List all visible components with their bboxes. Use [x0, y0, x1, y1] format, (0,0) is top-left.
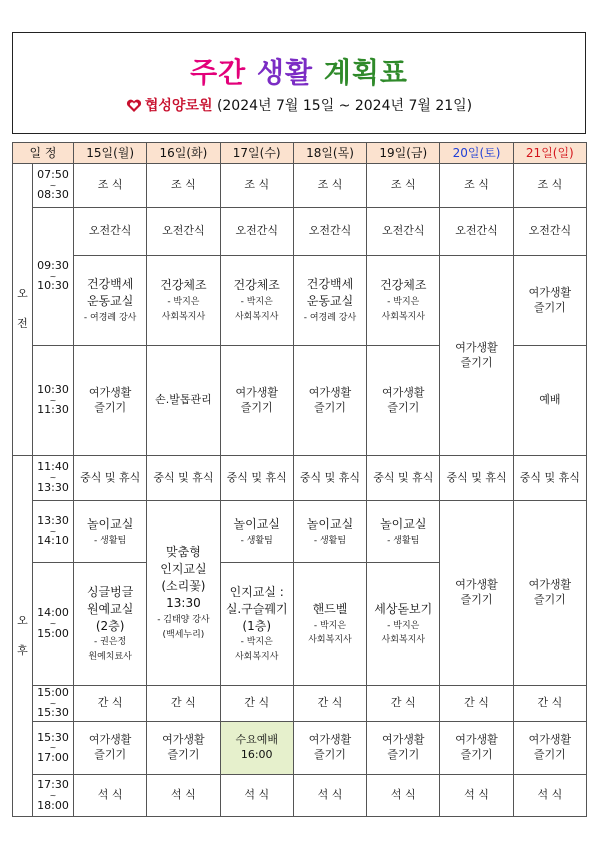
time-cell: 11:40 ~ 13:30 — [33, 456, 74, 501]
cell-am-snack: 오전간식 — [147, 208, 220, 256]
cell-program: 건강체조 - 박지은 사회복지사 — [220, 256, 293, 346]
cell-play-class: 놀이교실 - 생활팀 — [367, 501, 440, 563]
page-title: 주간 생활 계획표 — [190, 56, 408, 89]
cell-pm-snack: 간 식 — [220, 686, 293, 722]
day-fri: 19일(금) — [367, 143, 440, 164]
cell-leisure: 여가생활 즐기기 — [74, 346, 147, 456]
cell-pm-snack: 간 식 — [367, 686, 440, 722]
org-name: 협성양로원 — [144, 98, 213, 114]
cell-leisure: 여가생활 즐기기 — [513, 256, 586, 346]
time-cell: 13:30 ~ 14:10 — [33, 501, 74, 563]
time-cell: 17:30 ~ 18:00 — [33, 775, 74, 817]
period-am: 오 전 — [13, 164, 33, 456]
cell-leisure: 여가생활 즐기기 — [513, 501, 586, 686]
day-mon: 15일(월) — [74, 143, 147, 164]
cell-play-class: 놀이교실 - 생활팀 — [293, 501, 366, 563]
row-late-afternoon — [13, 722, 587, 775]
day-tue: 16일(화) — [147, 143, 220, 164]
cell-breakfast: 조 식 — [147, 164, 220, 208]
cell-am-snack: 오전간식 — [293, 208, 366, 256]
period-pm: 오 후 — [13, 456, 33, 817]
cell-breakfast: 조 식 — [440, 164, 513, 208]
cell-pm-snack: 간 식 — [440, 686, 513, 722]
cell-leisure: 여가생활 즐기기 — [293, 722, 366, 775]
time-cell: 15:30 ~ 17:00 — [33, 722, 74, 775]
cell-lunch: 중식 및 휴식 — [367, 456, 440, 501]
cell-nail-care: 손.발톱관리 — [147, 346, 220, 456]
cell-leisure: 여가생활 즐기기 — [440, 501, 513, 686]
time-cell: 10:30 ~ 11:30 — [33, 346, 74, 456]
cell-play-class: 놀이교실 - 생활팀 — [220, 501, 293, 563]
col-label: 일 정 — [13, 143, 74, 164]
cell-lunch: 중식 및 휴식 — [220, 456, 293, 501]
row-dinner — [13, 775, 587, 817]
row-early-afternoon — [13, 501, 587, 563]
cell-pm-snack: 간 식 — [293, 686, 366, 722]
time-cell: 07:50 ~ 08:30 — [33, 164, 74, 208]
cell-lunch: 중식 및 휴식 — [74, 456, 147, 501]
page-header — [12, 32, 586, 134]
time-cell: 15:00 ~ 15:30 — [33, 686, 74, 722]
day-sat: 20일(토) — [440, 143, 513, 164]
cell-breakfast: 조 식 — [220, 164, 293, 208]
cell-worship: 예배 — [513, 346, 586, 456]
row-lunch — [13, 456, 587, 501]
row-pm-snack — [13, 686, 587, 722]
subtitle — [13, 95, 585, 117]
cell-bead-class: 인지교실 : 실.구슬꿰기 (1층) - 박지은 사회복지사 — [220, 563, 293, 686]
cell-pm-snack: 간 식 — [147, 686, 220, 722]
row-morning-program — [13, 256, 587, 346]
cell-wednesday-worship: 수요예배 16:00 — [220, 722, 293, 775]
cell-leisure: 여가생활 즐기기 — [74, 722, 147, 775]
cell-leisure: 여가생활 즐기기 — [440, 722, 513, 775]
cell-lunch: 중식 및 휴식 — [147, 456, 220, 501]
cell-program: 건강백세 운동교실 - 여경례 강사 — [293, 256, 366, 346]
cell-leisure: 여가생활 즐기기 — [147, 722, 220, 775]
cell-garden-class: 싱글벙글 원예교실 (2층) - 권은정 원예치료사 — [74, 563, 147, 686]
cell-dinner: 석 식 — [220, 775, 293, 817]
day-wed: 17일(수) — [220, 143, 293, 164]
cell-dinner: 석 식 — [293, 775, 366, 817]
cell-play-class: 놀이교실 - 생활팀 — [74, 501, 147, 563]
schedule-table — [12, 142, 587, 817]
day-sun: 21일(일) — [513, 143, 586, 164]
cell-lunch: 중식 및 휴식 — [440, 456, 513, 501]
cell-dinner: 석 식 — [367, 775, 440, 817]
cell-leisure: 여가생활 즐기기 — [367, 346, 440, 456]
period: (2024년 7월 15일 ~ 2024년 7월 21일) — [216, 98, 473, 114]
cell-am-snack: 오전간식 — [220, 208, 293, 256]
cell-am-snack: 오전간식 — [74, 208, 147, 256]
cell-world-view: 세상돋보기 - 박지은 사회복지사 — [367, 563, 440, 686]
cell-handbell: 핸드벨 - 박지은 사회복지사 — [293, 563, 366, 686]
cell-dinner: 석 식 — [147, 775, 220, 817]
cell-dinner: 석 식 — [513, 775, 586, 817]
cell-breakfast: 조 식 — [513, 164, 586, 208]
header-row — [13, 143, 587, 164]
cell-leisure: 여가생활 즐기기 — [367, 722, 440, 775]
time-cell: 14:00 ~ 15:00 — [33, 563, 74, 686]
row-am-snack — [13, 208, 587, 256]
cell-program: 건강체조 - 박지은 사회복지사 — [367, 256, 440, 346]
cell-pm-snack: 간 식 — [74, 686, 147, 722]
cell-breakfast: 조 식 — [74, 164, 147, 208]
cell-breakfast: 조 식 — [293, 164, 366, 208]
cell-program: 건강체조 - 박지은 사회복지사 — [147, 256, 220, 346]
cell-program: 건강백세 운동교실 - 여경례 강사 — [74, 256, 147, 346]
cell-leisure: 여가생활 즐기기 — [293, 346, 366, 456]
cell-am-snack: 오전간식 — [440, 208, 513, 256]
cell-cognition-class: 맞춤형 인지교실 (소리꽃) 13:30 - 김태양 강사 (백세누리) — [147, 501, 220, 686]
cell-lunch: 중식 및 휴식 — [293, 456, 366, 501]
time-cell: 09:30 ~ 10:30 — [33, 208, 74, 346]
cell-pm-snack: 간 식 — [513, 686, 586, 722]
cell-breakfast: 조 식 — [367, 164, 440, 208]
cell-am-snack: 오전간식 — [367, 208, 440, 256]
cell-leisure: 여가생활 즐기기 — [513, 722, 586, 775]
day-thu: 18일(목) — [293, 143, 366, 164]
heart-logo-icon — [126, 99, 142, 117]
cell-dinner: 석 식 — [440, 775, 513, 817]
cell-lunch: 중식 및 휴식 — [513, 456, 586, 501]
cell-leisure: 여가생활 즐기기 — [220, 346, 293, 456]
cell-dinner: 석 식 — [74, 775, 147, 817]
cell-am-snack: 오전간식 — [513, 208, 586, 256]
cell-leisure: 여가생활 즐기기 — [440, 256, 513, 456]
row-breakfast — [13, 164, 587, 208]
